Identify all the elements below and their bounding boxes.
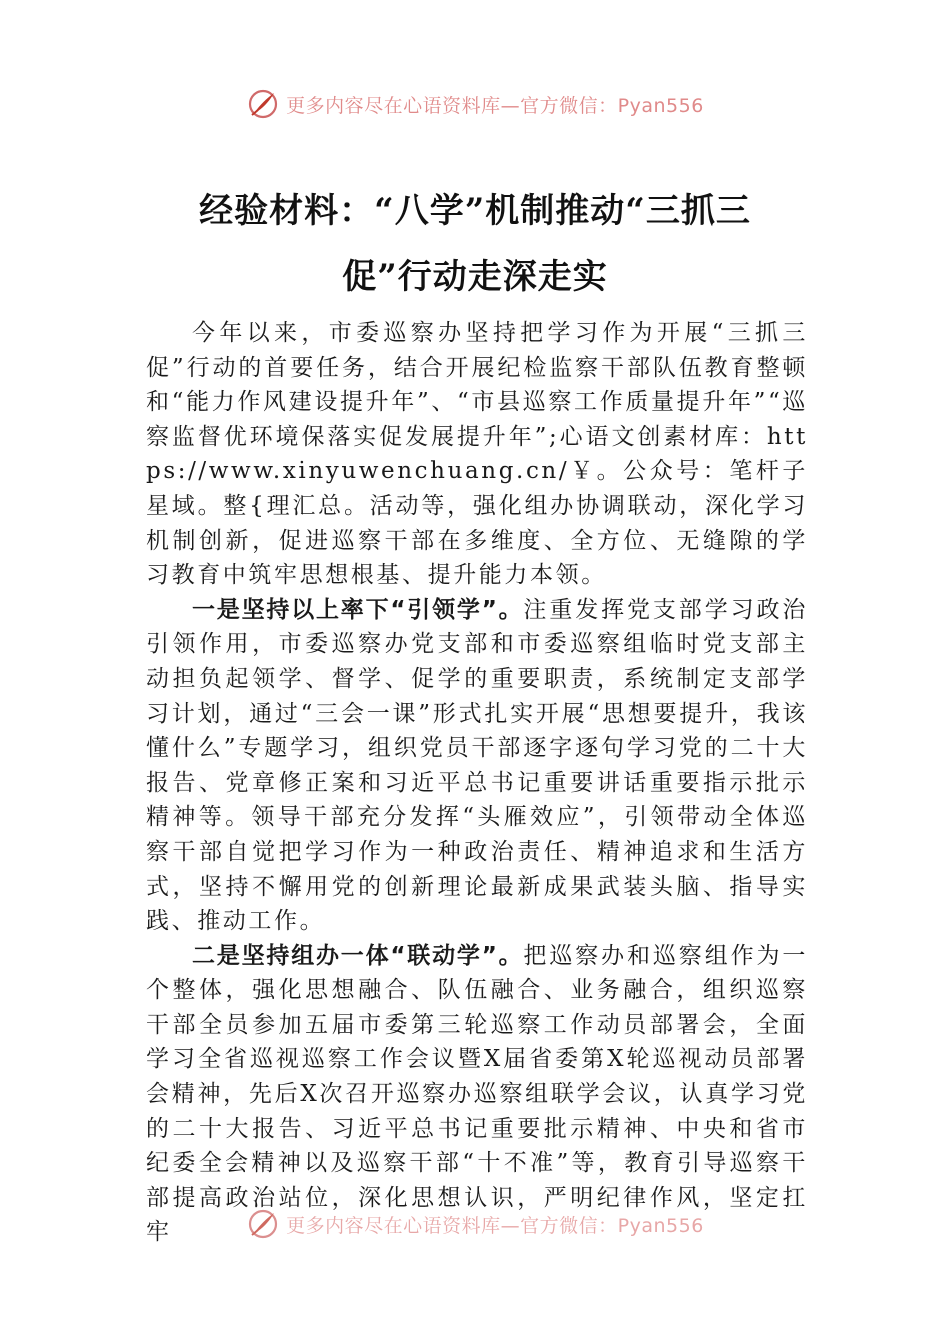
watermark-text: 更多内容尽在心语资料库—官方微信：Pyan556 bbox=[286, 1214, 704, 1237]
paragraph-text: 把巡察办和巡察组作为一个整体，强化思想融合、队伍融合、业务融合，组织巡察干部全员参加五届市委第三轮巡察工作动员部署会，全面学习全省巡视巡察工作会议暨X届省委第X轮巡视动员部署会精神，先后X次召开巡察办巡察组联学会议，认真学习党的二十大报告、习近平总书记重要批示精神、中央和省市纪委全会精神以及巡察干部“十不准”等，教育引导巡察干部提高政治站位，深化思想认识，严明纪律作风，坚定扛牢 bbox=[146, 942, 809, 1246]
watermark-text: 更多内容尽在心语资料库—官方微信：Pyan556 bbox=[286, 94, 704, 117]
paragraph-text: 今年以来，市委巡察办坚持把学习作为开展“三抓三促”行动的首要任务，结合开展纪检监察干部队伍教育整顿和“能力作风建设提升年”、“市县巡察工作质量提升年”“巡察监督优环境保落实促发展提升年”;心语文创素材库：https://www.xinyuwenchuang.cn/￥。公众号：笔杆子星域。整{理汇总。活动等，强化组办协调联动，深化学习机制创新，促进巡察干部在多维度、全方位、无缝隙的学习教育中筑牢思想根基、提升能力本领。 bbox=[146, 320, 808, 589]
paragraph-point-1 bbox=[146, 593, 808, 939]
title-line-2: 促”行动走深走实 bbox=[342, 257, 608, 297]
title-line-1: 经验材料：“八学”机制推动“三抓三 bbox=[199, 191, 751, 231]
header-watermark bbox=[0, 84, 950, 124]
quill-logo-icon bbox=[246, 87, 280, 121]
paragraph-lead: 二是坚持组办一体“联动学”。 bbox=[192, 942, 524, 969]
document-body bbox=[146, 316, 808, 1250]
paragraph-intro bbox=[146, 316, 808, 593]
document-title bbox=[140, 178, 810, 310]
quill-logo-icon bbox=[246, 1207, 280, 1241]
paragraph-lead: 一是坚持以上率下“引领学”。 bbox=[192, 596, 524, 623]
paragraph-text: 注重发挥党支部学习政治引领作用，市委巡察办党支部和市委巡察组临时党支部主动担负起领学、督学、促学的重要职责，系统制定支部学习计划，通过“三会一课”形式扎实开展“思想要提升，我该懂什么”专题学习，组织党员干部逐字逐句学习党的二十大报告、党章修正案和习近平总书记重要讲话重要指示批示精神等。领导干部充分发挥“头雁效应”，引领带动全体巡察干部自觉把学习作为一种政治责任、精神追求和生活方式，坚持不懈用党的创新理论最新成果武装头脑、指导实践、推动工作。 bbox=[146, 596, 809, 935]
footer-watermark bbox=[0, 1204, 950, 1244]
